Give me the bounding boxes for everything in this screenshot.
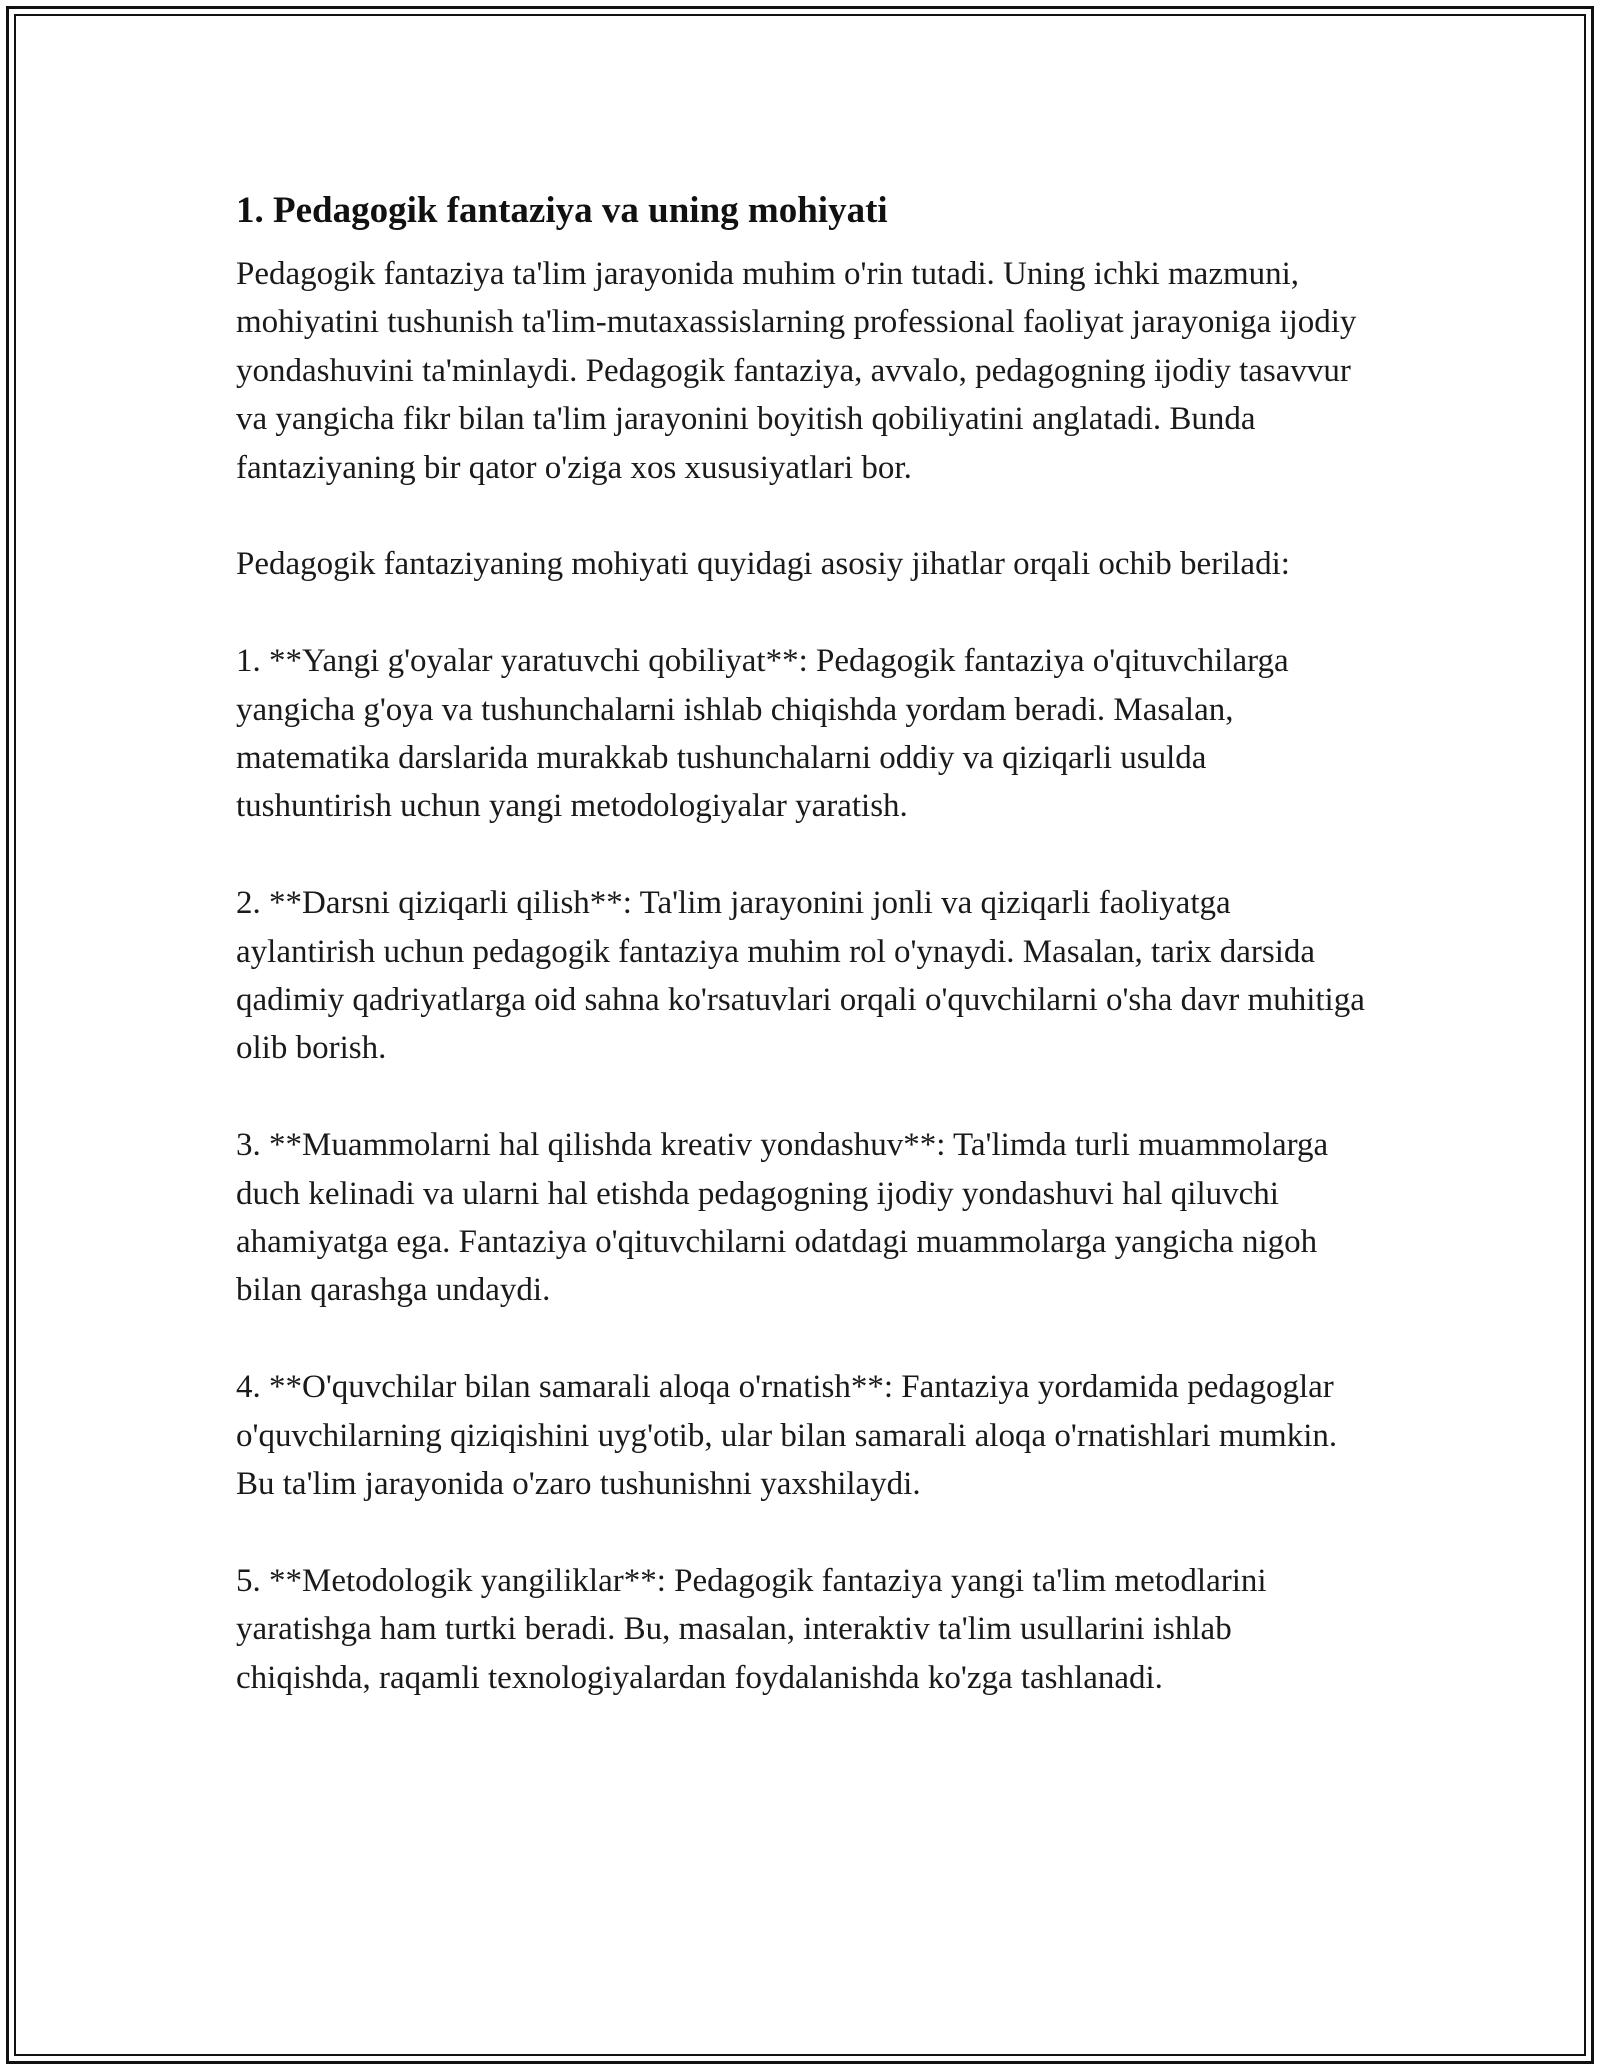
list-item-engaging-lessons: 2. **Darsni qiziqarli qilish**: Ta'lim jarayonini jonli va qiziqarli faoliyatga aylantirish uchun pedagogik fantaziya muhim rol o'ynaydi. Masalan, tarix darsida qadimiy qadriyatlarga oid sahna ko'rsatuvlari orqali o'quvchilarni o'sha davr muhitiga olib borish. [236, 885, 1365, 1067]
list-item-student-communication: 4. **O'quvchilar bilan samarali aloqa o'rnatish**: Fantaziya yordamida pedagoglar o'quvchilarning qiziqishini uyg'otib, ular bilan samarali aloqa o'rnatishlari mumkin. Bu ta'lim jarayonida o'zaro tushunishni yaxshilaydi. [236, 1369, 1338, 1503]
lead-in-paragraph: Pedagogik fantaziyaning mohiyati quyidagi asosiy jihatlar orqali ochib beriladi: [236, 546, 1290, 583]
list-item-methodological-innovations: 5. **Metodologik yangiliklar**: Pedagogik fantaziya yangi ta'lim metodlarini yaratishga ham turtki beradi. Bu, masalan, interaktiv ta'lim usullarini ishlab chiqishda, raqamli texnologiyalardan foydalanishda ko'zga tashlanadi. [236, 1562, 1267, 1696]
list-item-new-ideas: 1. **Yangi g'oyalar yaratuvchi qobiliyat**: Pedagogik fantaziya o'qituvchilarga yangicha g'oya va tushunchalarni ishlab chiqishda yordam beradi. Masalan, matematika darslarida murakkab tushunchalarni oddiy va qiziqarli usulda tushuntirish uchun yangi metodologiyalar yaratish. [236, 643, 1289, 825]
intro-paragraph: Pedagogik fantaziya ta'lim jarayonida muhim o'rin tutadi. Uning ichki mazmuni, mohiyatini tushunish ta'lim-mutaxassislarning professional faoliyat jarayoniga ijodiy yondashuvini ta'minlaydi. Pedagogik fantaziya, avvalo, pedagogning ijodiy tasavvur va yangicha fikr bilan ta'lim jarayonini boyitish qobiliyatini anglatadi. Bunda fantaziyaning bir qator o'ziga xos xususiyatlari bor. [236, 256, 1357, 486]
document-body [236, 186, 1366, 1702]
section-heading: 1. Pedagogik fantaziya va uning mohiyati [236, 190, 888, 231]
list-item-creative-problem-solving: 3. **Muammolarni hal qilishda kreativ yondashuv**: Ta'limda turli muammolarga duch kelinadi va ularni hal etishda pedagogning ijodiy yondashuvi hal qiluvchi ahamiyatga ega. Fantaziya o'qituvchilarni odatdagi muammolarga yangicha nigoh bilan qarashga undaydi. [236, 1127, 1329, 1309]
